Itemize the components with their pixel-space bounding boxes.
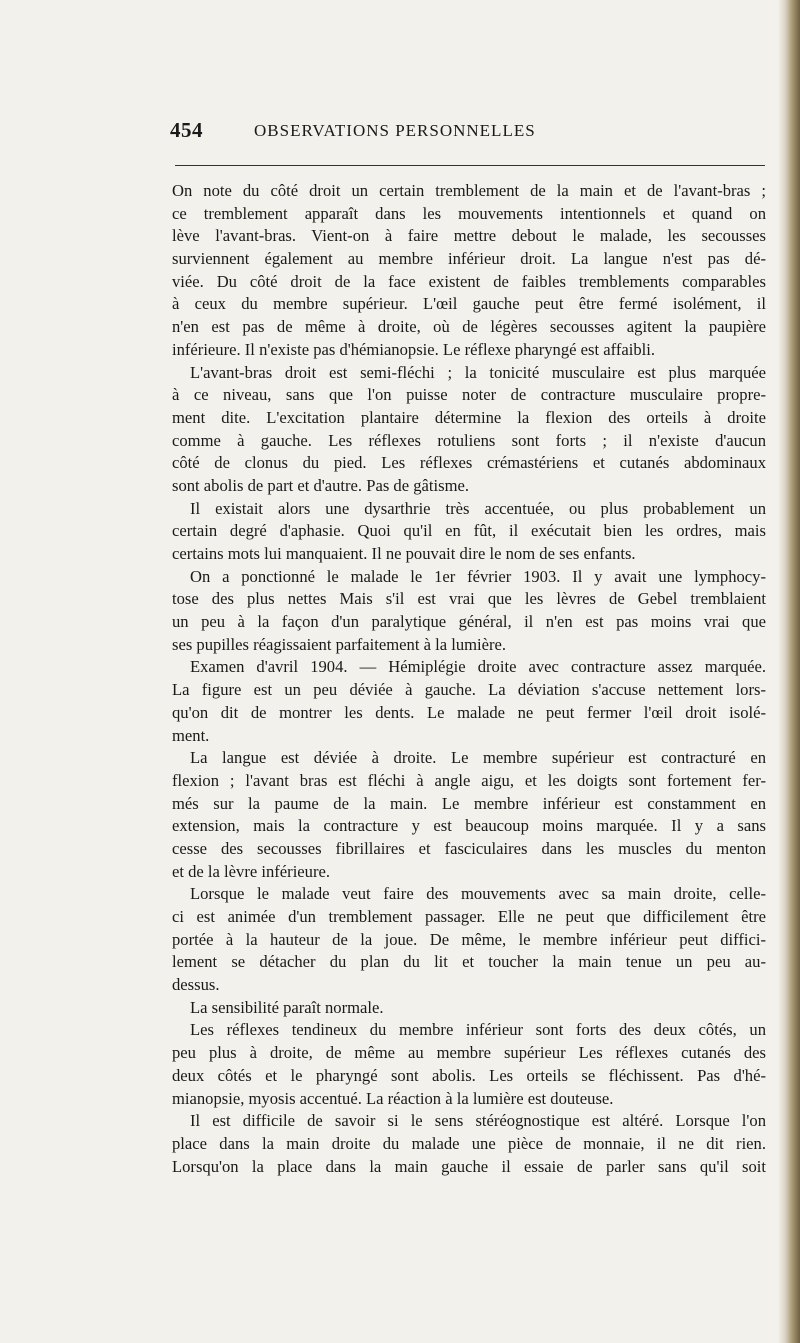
- text-line: certain degré d'aphasie. Quoi qu'il en fût, il exécutait bien les ordres, mais: [172, 521, 766, 541]
- body-text: [172, 180, 766, 1178]
- text-line: ment.: [172, 725, 210, 745]
- text-line: à ceux du membre supérieur. L'œil gauche peut être fermé isolément, il: [172, 294, 766, 314]
- text-line: Lorsque le malade veut faire des mouvements avec sa main droite, celle-: [190, 884, 766, 904]
- text-line: lève l'avant-bras. Vient-on à faire mettre debout le malade, les secousses: [172, 226, 766, 246]
- text-line: ment dite. L'excitation plantaire détermine la flexion des orteils à droite: [172, 407, 766, 427]
- text-line: un peu à la façon d'un paralytique général, il n'en est pas moins vrai que: [172, 612, 766, 632]
- text-line: deux côtés et le pharyngé sont abolis. Les orteils se fléchissent. Pas d'hé-: [172, 1065, 766, 1085]
- text-line: Il est difficile de savoir si le sens stéréognostique est altéré. Lorsque l'on: [190, 1111, 766, 1131]
- text-line: qu'on dit de montrer les dents. Le malade ne peut fermer l'œil droit isolé-: [172, 702, 766, 722]
- text-line: ses pupilles réagissaient parfaitement à la lumière.: [172, 634, 507, 654]
- text-line: més sur la paume de la main. Le membre inférieur est constamment en: [172, 793, 766, 813]
- text-line: inférieure. Il n'existe pas d'hémianopsie. Le réflexe pharyngé est affaibli.: [172, 339, 656, 359]
- text-line: sont abolis de part et d'autre. Pas de gâtisme.: [172, 475, 469, 495]
- running-head: OBSERVATIONS PERSONNELLES: [254, 121, 536, 140]
- text-line: Les réflexes tendineux du membre inférieur sont forts des deux côtés, un: [190, 1020, 766, 1040]
- text-line: Il existait alors une dysarthrie très accentuée, ou plus probablement un: [190, 498, 766, 518]
- text-line: dessus.: [172, 975, 220, 995]
- text-line: portée à la hauteur de la joue. De même, le membre inférieur peut diffici-: [172, 929, 766, 949]
- text-line: peu plus à droite, de même au membre supérieur Les réflexes cutanés des: [172, 1043, 766, 1063]
- text-line: ce tremblement apparaît dans les mouvements intentionnels et quand on: [172, 203, 766, 223]
- text-line: surviennent également au membre inférieur droit. La langue n'est pas dé-: [172, 249, 766, 269]
- text-line: tose des plus nettes Mais s'il est vrai que les lèvres de Gebel tremblaient: [172, 589, 766, 609]
- text-line: Examen d'avril 1904. — Hémiplégie droite avec contracture assez marquée.: [190, 657, 766, 677]
- text-line: mianopsie, myosis accentué. La réaction à la lumière est douteuse.: [172, 1088, 614, 1108]
- text-line: viée. Du côté droit de la face existent de faibles tremblements comparables: [172, 271, 766, 291]
- text-line: à ce niveau, sans que l'on puisse noter de contracture musculaire propre-: [172, 385, 766, 405]
- text-line: ci est animée d'un tremblement passager. Elle ne peut que difficilement être: [172, 907, 766, 926]
- header-rule: [175, 165, 765, 166]
- text-line: flexion ; l'avant bras est fléchi à angle aigu, et les doigts sont fortement fer-: [172, 770, 766, 790]
- text-line: et de la lèvre inférieure.: [172, 861, 331, 881]
- text-line: On a ponctionné le malade le 1er février 1903. Il y avait une lymphocy-: [190, 566, 766, 586]
- text-line: On note du côté droit un certain tremblement de la main et de l'avant-bras ;: [172, 181, 766, 200]
- text-line: L'avant-bras droit est semi-fléchi ; la tonicité musculaire est plus marquée: [190, 362, 766, 382]
- text-line: n'en est pas de même à droite, où de légères secousses agitent la paupière: [172, 317, 766, 337]
- text-line: La langue est déviée à droite. Le membre supérieur est contracturé en: [190, 748, 766, 768]
- text-line: extension, mais la contracture y est beaucoup moins marquée. Il y a sans: [172, 816, 766, 836]
- text-line: lement se détacher du plan du lit et toucher la main tenue un peu au-: [172, 952, 766, 972]
- text-line: côté de clonus du pied. Les réflexes crémastériens et cutanés abdominaux: [172, 453, 766, 473]
- text-line: La sensibilité paraît normale.: [190, 997, 384, 1017]
- text-line: Lorsqu'on la place dans la main gauche il essaie de parler sans qu'il soit: [172, 1156, 766, 1176]
- text-line: certains mots lui manquaient. Il ne pouvait dire le nom de ses enfants.: [172, 544, 636, 563]
- page-header: [170, 118, 760, 146]
- text-line: cesse des secousses fibrillaires et fasciculaires dans les muscles du menton: [172, 838, 766, 858]
- text-line: place dans la main droite du malade une pièce de monnaie, il ne dit rien.: [172, 1133, 766, 1153]
- text-line: comme à gauche. Les réflexes rotuliens sont forts ; il n'existe d'aucun: [172, 430, 766, 450]
- page-edge-shadow: [778, 0, 800, 1343]
- page-number: 454: [170, 118, 203, 142]
- text-line: La figure est un peu déviée à gauche. La déviation s'accuse nettement lors-: [172, 680, 766, 700]
